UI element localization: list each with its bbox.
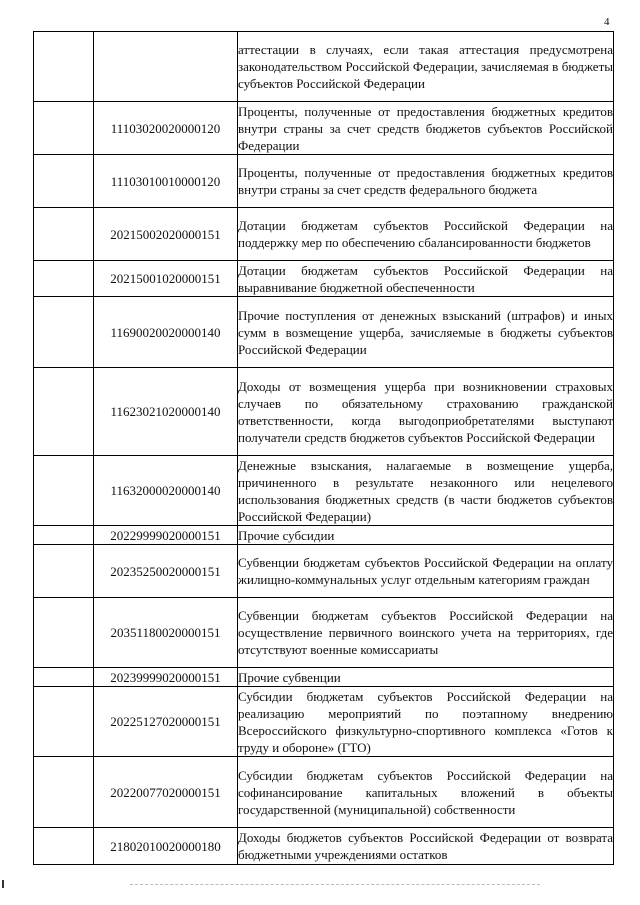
table-row [34, 757, 614, 828]
table-row [34, 208, 614, 261]
code-cell [94, 32, 238, 102]
description-cell: Проценты, полученные от предоставления бюджетных кредитов внутри страны за счет средств федерального бюджета [238, 155, 614, 208]
table-row [34, 297, 614, 368]
description-cell: Прочие поступления от денежных взысканий (штрафов) и иных сумм в возмещение ущерба, зачисляемые в бюджеты субъектов Российской Федерации [238, 297, 614, 368]
code-cell: 20351180020000151 [94, 598, 238, 668]
table-row [34, 32, 614, 102]
table-row [34, 828, 614, 865]
code-cell: 11690020020000140 [94, 297, 238, 368]
code-cell: 11623021020000140 [94, 368, 238, 456]
code-cell: 20225127020000151 [94, 687, 238, 757]
description-cell: Денежные взыскания, налагаемые в возмещение ущерба, причиненного в результате незаконного или нецелевого использования бюджетных средств (в части бюджетов субъектов Российской Федерации) [238, 457, 613, 524]
table-row [34, 368, 614, 456]
description-cell: Проценты, полученные от предоставления бюджетных кредитов внутри страны за счет средств бюджетов субъектов Российской Федерации [238, 103, 613, 153]
code-cell: 11103010010000120 [94, 155, 238, 208]
description-cell: Доходы от возмещения ущерба при возникновении страховых случаев по обязательному страхованию гражданской ответственности, когда выгодоприобретателями выступают получатели средств бюджетов субъектов Российской Федерации [238, 368, 614, 456]
empty-cell [34, 368, 94, 456]
description-cell: Дотации бюджетам субъектов Российской Федерации на поддержку мер по обеспечению сбалансированности бюджетов [238, 208, 614, 261]
empty-cell [34, 598, 94, 668]
empty-cell [34, 668, 94, 687]
code-cell: 20220077020000151 [94, 757, 238, 828]
code-cell: 20215002020000151 [94, 208, 238, 261]
table-row [34, 102, 614, 155]
description-cell: Субвенции бюджетам субъектов Российской Федерации на оплату жилищно-коммунальных услуг отдельным категориям граждан [238, 545, 614, 598]
description-cell: Прочие субвенции [238, 668, 614, 687]
description-cell: Прочие субсидии [238, 526, 614, 545]
page-number: 4 [604, 16, 610, 28]
empty-cell [34, 297, 94, 368]
empty-cell [34, 526, 94, 545]
empty-cell [34, 155, 94, 208]
empty-cell [34, 456, 94, 526]
table-row [34, 526, 614, 545]
empty-cell [34, 545, 94, 598]
description-cell: Субсидии бюджетам субъектов Российской Федерации на софинансирование капитальных вложений в объекты государственной (муниципальной) собственности [238, 757, 614, 828]
description-cell: аттестации в случаях, если такая аттестация предусмотрена законодательством Российской Федерации, зачисляемая в бюджеты субъектов Российской Федерации [238, 32, 614, 102]
empty-cell [34, 687, 94, 757]
code-cell: 20215001020000151 [94, 261, 238, 297]
table-row [34, 456, 614, 526]
description-cell: Дотации бюджетам субъектов Российской Федерации на выравнивание бюджетной обеспеченности [238, 262, 613, 295]
scan-artifact-line [130, 884, 540, 885]
description-cell: Субсидии бюджетам субъектов Российской Федерации на реализацию мероприятий по поэтапному внедрению Всероссийского физкультурно-спортивного комплекса «Готов к труду и обороне» (ГТО) [238, 688, 613, 755]
code-cell: 20235250020000151 [94, 545, 238, 598]
table-row [34, 155, 614, 208]
empty-cell [34, 32, 94, 102]
table-row [34, 261, 614, 297]
table-row [34, 545, 614, 598]
code-cell: 21802010020000180 [94, 828, 238, 865]
code-cell: 20229999020000151 [94, 526, 238, 545]
revenue-codes-table [33, 31, 614, 865]
table-row [34, 668, 614, 687]
empty-cell [34, 828, 94, 865]
scan-edge-mark [2, 880, 4, 888]
code-cell: 11632000020000140 [94, 456, 238, 526]
empty-cell [34, 102, 94, 155]
table-row [34, 598, 614, 668]
code-cell: 20239999020000151 [94, 668, 238, 687]
table-row [34, 687, 614, 757]
description-cell: Доходы бюджетов субъектов Российской Федерации от возврата бюджетными учреждениями остатков [238, 828, 614, 865]
empty-cell [34, 208, 94, 261]
empty-cell [34, 261, 94, 297]
empty-cell [34, 757, 94, 828]
description-cell: Субвенции бюджетам субъектов Российской Федерации на осуществление первичного воинского учета на территориях, где отсутствуют военные комиссариаты [238, 598, 614, 668]
code-cell: 11103020020000120 [94, 102, 238, 155]
